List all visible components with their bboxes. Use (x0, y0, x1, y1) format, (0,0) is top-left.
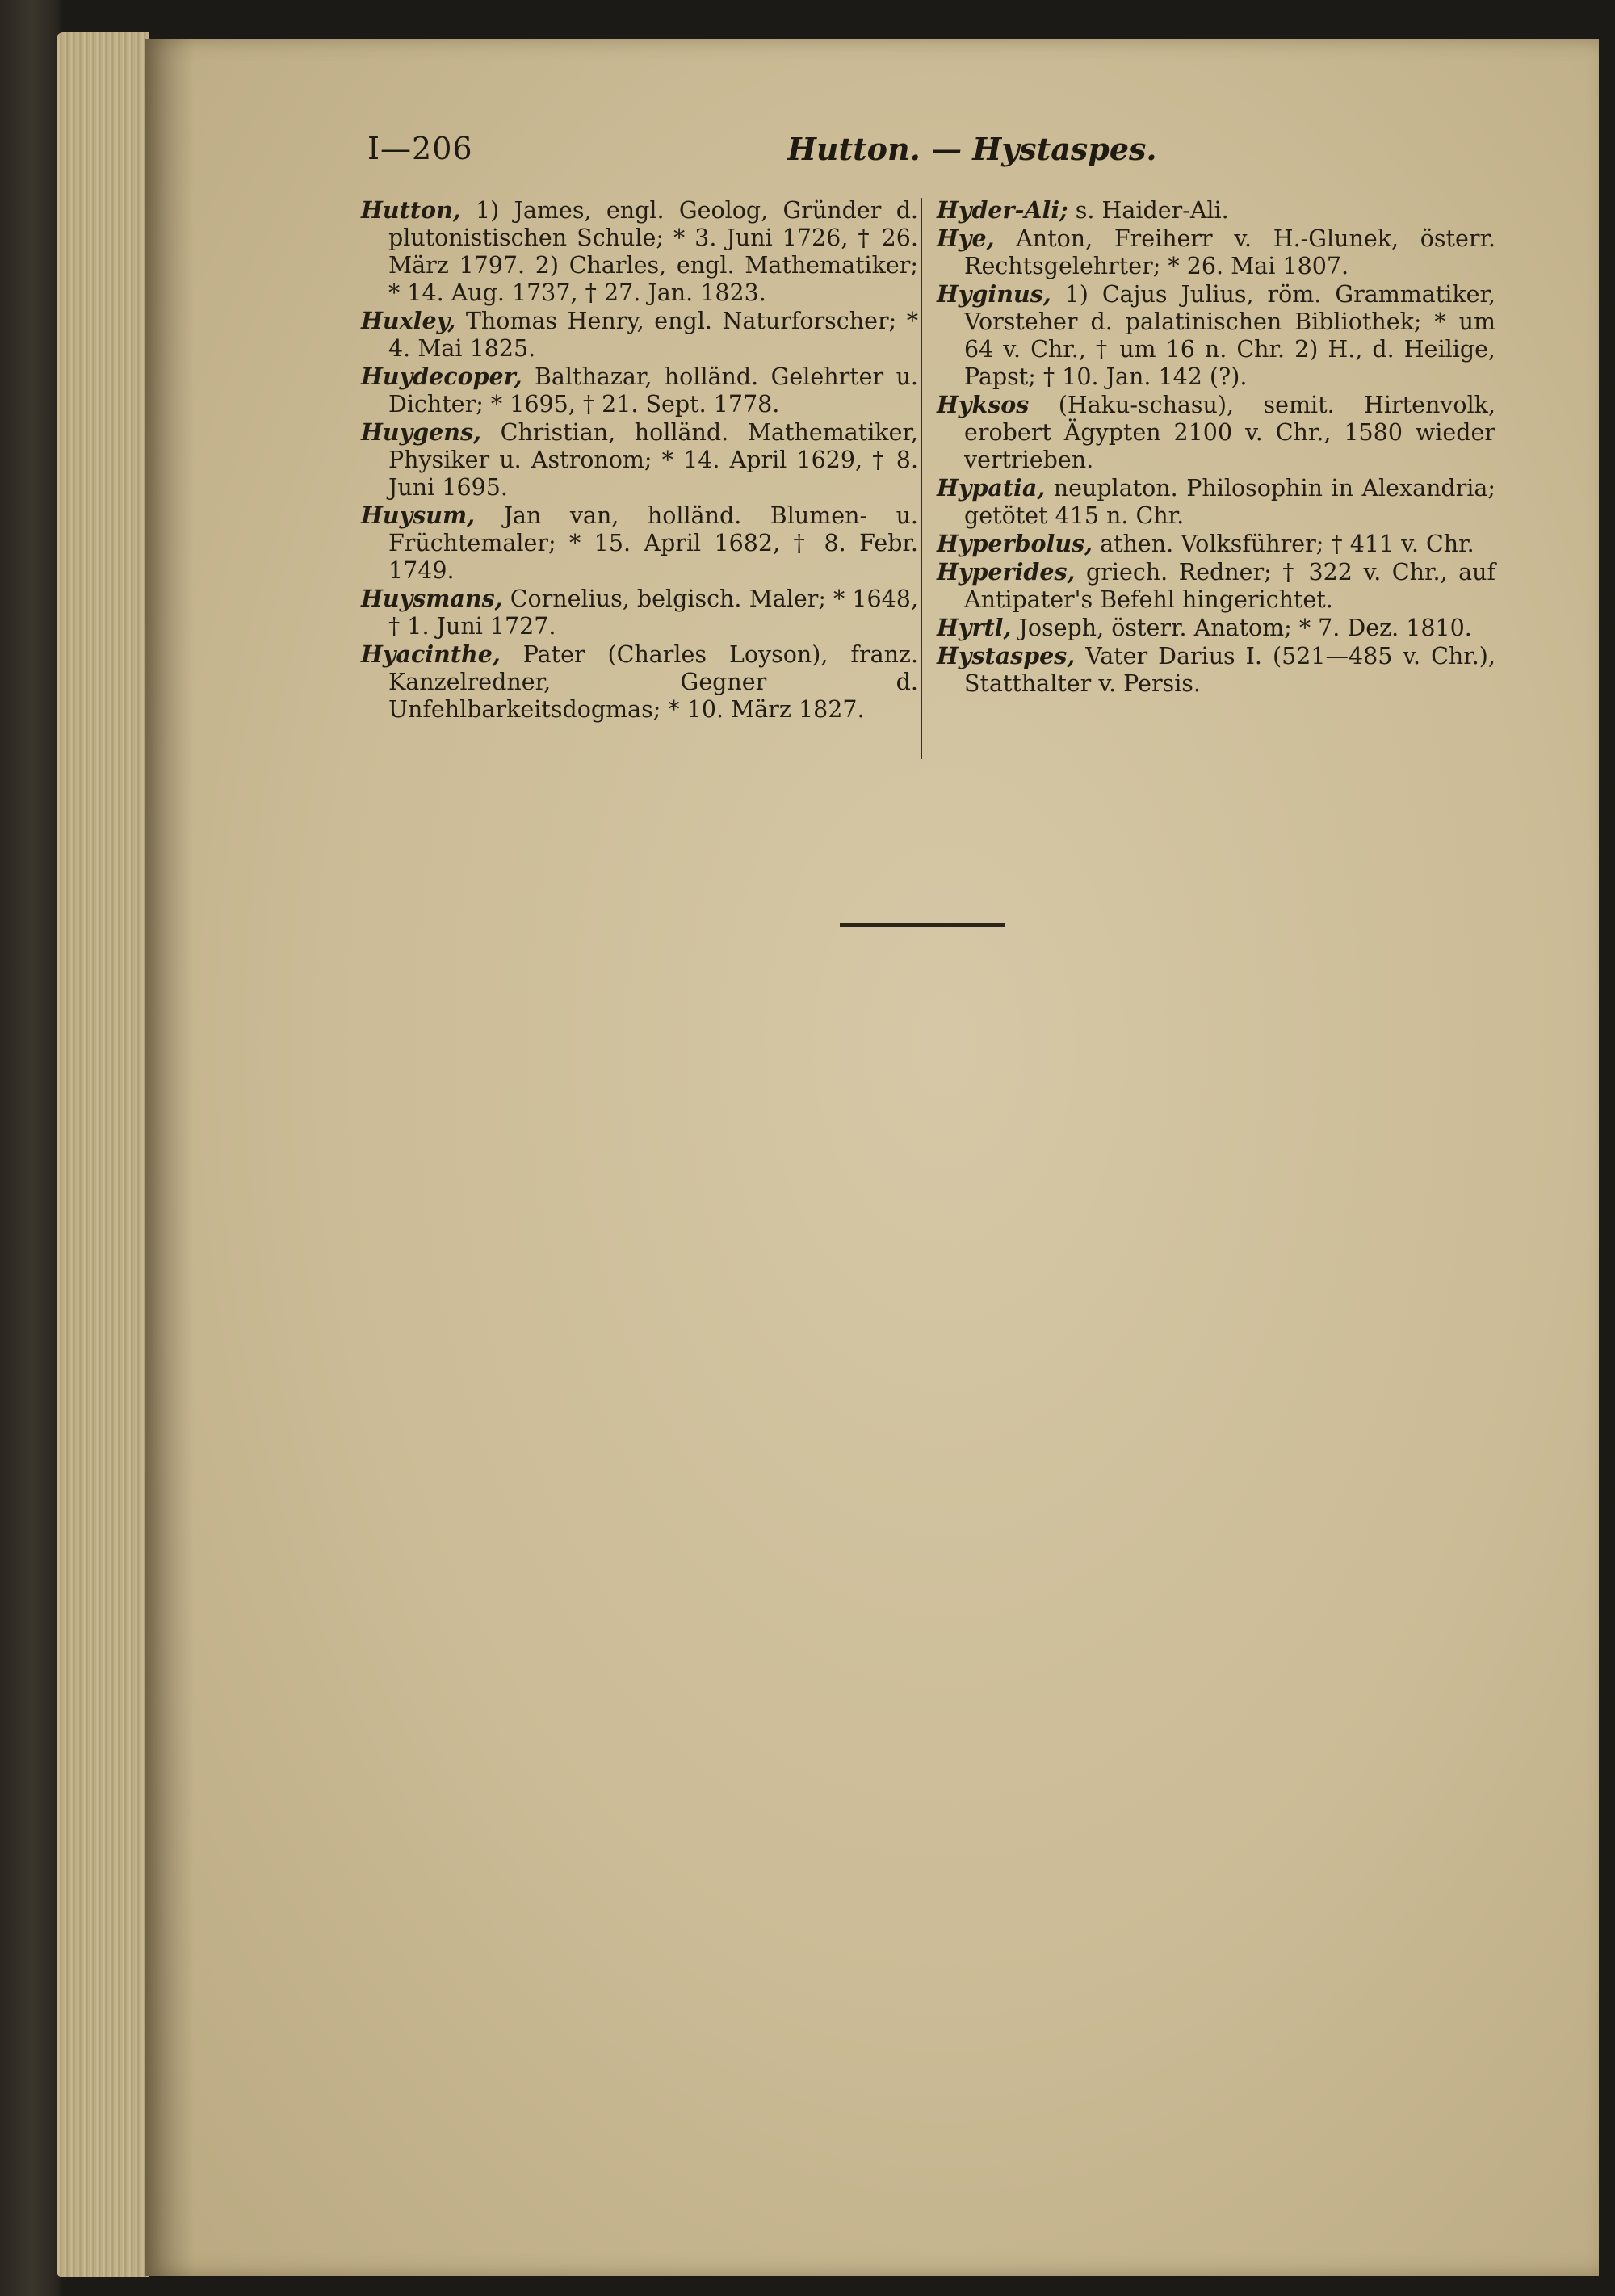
entry (937, 558, 1495, 614)
entry-text: griech. Redner; † 322 v. Chr., auf Antipater's Befehl hingerichtet. (964, 559, 1495, 613)
entry (361, 418, 918, 502)
entry-headword: Hyginus, (937, 280, 1051, 308)
running-header (367, 131, 1506, 179)
entry (937, 391, 1495, 474)
entry-text: s. Haider-Ali. (1075, 197, 1229, 224)
entry-text: 1) Cajus Julius, röm. Grammatiker, Vorsteher d. palatinischen Bibliothek; * um 64 v. Chr., † um 16 n. Chr. 2) H., d. Heilige, Papst; † 10. Jan. 142 (?). (964, 281, 1496, 390)
entry-headword: Hyder-Ali; (937, 196, 1068, 224)
entry-headword: Hyacinthe, (361, 640, 501, 668)
entry (937, 614, 1495, 642)
entry-headword: Huysmans, (361, 585, 503, 612)
left-column (361, 196, 918, 724)
entry-text: neuplaton. Philosophin in Alexandria; getötet 415 n. Chr. (964, 475, 1495, 529)
end-rule (840, 923, 1005, 927)
header-title: Hutton. — Hystaspes. (787, 131, 1157, 167)
entry-text: athen. Volksführer; † 411 v. Chr. (1100, 531, 1474, 557)
entry-headword: Hyksos (937, 391, 1030, 418)
entry-headword: Hystaspes, (937, 642, 1076, 669)
entry-text: Christian, holländ. Mathematiker, Physiker u. Astronom; * 14. April 1629, † 8. Juni 1695. (388, 419, 918, 501)
entry-text: (Haku-schasu), semit. Hirtenvolk, erobert Ägypten 2100 v. Chr., 1580 wieder vertrieben. (964, 392, 1496, 473)
entry-headword: Hutton, (361, 196, 461, 224)
entry-text: Vater Darius I. (521—485 v. Chr.), Statthalter v. Persis. (964, 643, 1495, 697)
entry (361, 363, 918, 418)
entry-text: Joseph, österr. Anatom; * 7. Dez. 1810. (1018, 615, 1472, 641)
entry-text: 1) James, engl. Geolog, Gründer d. plutonistischen Schule; * 3. Juni 1726, † 26. März 1797. 2) Charles, engl. Mathematiker; * 14. Aug. 1737, † 27. Jan. 1823. (388, 197, 918, 306)
entry-headword: Hypatia, (937, 474, 1046, 502)
entry-headword: Hyperbolus, (937, 530, 1093, 557)
entry-headword: Hyrtl, (937, 614, 1012, 641)
entry-headword: Huysum, (361, 502, 476, 529)
entry (937, 530, 1495, 558)
entry (937, 280, 1495, 391)
entry-headword: Huygens, (361, 418, 481, 446)
entry-text: Anton, Freiherr v. H.-Glunek, österr. Rechtsgelehrter; * 26. Mai 1807. (964, 225, 1496, 279)
page-number: I—206 (367, 131, 473, 166)
entry (937, 225, 1495, 280)
entry (361, 502, 918, 585)
entry-headword: Hye, (937, 225, 995, 252)
entry (361, 640, 918, 724)
entry-headword: Hyperides, (937, 558, 1076, 586)
spine-shadow (145, 39, 194, 2276)
entry (361, 307, 918, 363)
entry-text: Cornelius, belgisch. Maler; * 1648, † 1. Juni 1727. (388, 586, 918, 640)
entry-headword: Huxley, (361, 307, 456, 334)
entry (937, 196, 1495, 225)
entry (361, 196, 918, 307)
entry-text: Jan van, holländ. Blumen- u. Früchtemaler; * 15. April 1682, † 8. Febr. 1749. (388, 502, 918, 584)
entry (361, 585, 918, 640)
entry-text: Thomas Henry, engl. Naturforscher; * 4. Mai 1825. (388, 308, 919, 362)
entry-headword: Huydecoper, (361, 363, 522, 390)
entry-text: Pater (Charles Loyson), franz. Kanzelredner, Gegner d. Unfehlbarkeitsdogmas; * 10. März 1827. (388, 641, 919, 723)
entry-text: Balthazar, holländ. Gelehrter u. Dichter; * 1695, † 21. Sept. 1778. (388, 363, 918, 418)
entry (937, 642, 1495, 698)
right-column (937, 196, 1495, 698)
page-edges (57, 32, 149, 2277)
entry (937, 474, 1495, 530)
column-divider (921, 198, 922, 759)
